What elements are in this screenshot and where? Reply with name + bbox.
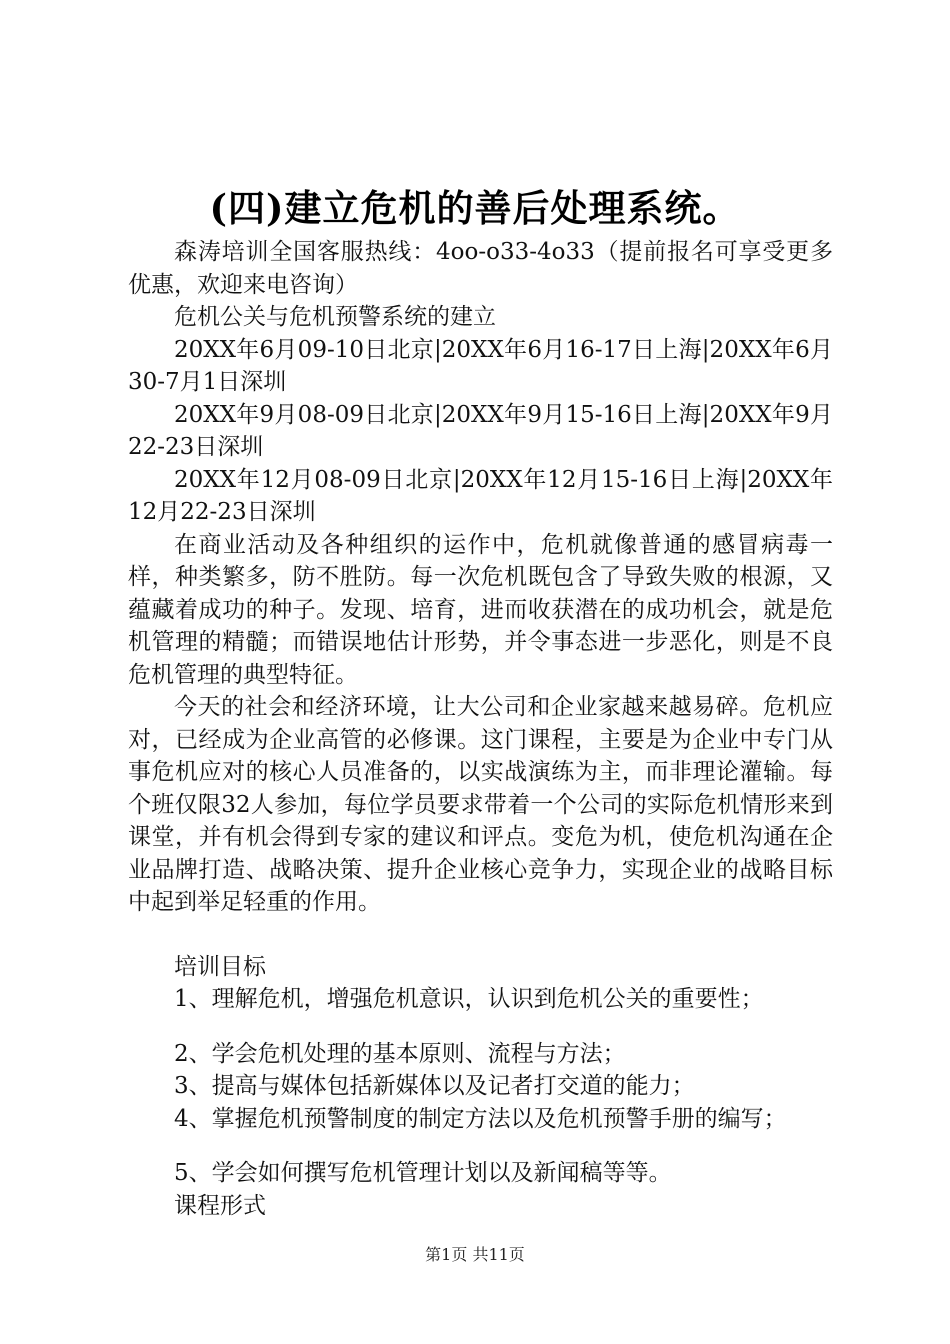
course-description-paragraph: 今天的社会和经济环境，让大公司和企业家越来越易碎。危机应对，已经成为企业高管的必修课。这门课程，主要是为企业中专门从事危机应对的核心人员准备的，以实战演练为主，而非理论灌输。每个班仅限32人参加，每位学员要求带着一个公司的实际危机情形来到课堂，并有机会得到专家的建议和评点。变危为机，使危机沟通在企业品牌打造、战略决策、提升企业核心竞争力，实现企业的战略目标中起到举足轻重的作用。 [128,694,833,915]
spacer [128,1016,833,1038]
document-body [128,236,833,1222]
course-name: 危机公关与危机预警系统的建立 [174,304,496,330]
spacer [128,919,833,951]
schedule-september: 20XX年9月08-09日北京|20XX年9月15-16日上海|20XX年9月22-23日深圳 [128,401,833,460]
format-heading: 课程形式 [174,1192,266,1219]
goals-heading: 培训目标 [174,953,266,980]
goal-item: 3、提高与媒体包括新媒体以及记者打交道的能力； [174,1073,695,1099]
goal-item: 5、学会如何撰写危机管理计划以及新闻稿等等。 [174,1160,672,1186]
intro-paragraph: 在商业活动及各种组织的运作中，危机就像普通的感冒病毒一样，种类繁多，防不胜防。每一次危机既包含了导致失败的根源，又蕴藏着成功的种子。发现、培育，进而收获潜在的成功机会，就是危机管理的精髓；而错误地估计形势，并令事态进一步恶化，则是不良危机管理的典型特征。 [128,531,833,688]
goal-item: 1、理解危机，增强危机意识，认识到危机公关的重要性； [174,986,764,1012]
schedule-june: 20XX年6月09-10日北京|20XX年6月16-17日上海|20XX年6月30-7月1日深圳 [128,336,833,395]
goal-item: 2、学会危机处理的基本原则、流程与方法； [174,1040,626,1067]
page-indicator: 第1页 共11页 [425,1245,525,1264]
schedule-december: 20XX年12月08-09日北京|20XX年12月15-16日上海|20XX年12月22-23日深圳 [128,466,833,525]
hotline-paragraph: 森涛培训全国客服热线：4oo-o33-4o33（提前报名可享受更多优惠，欢迎来电咨询） [128,239,833,298]
goal-item: 4、掌握危机预警制度的制定方法以及危机预警手册的编写； [174,1105,787,1132]
spacer [128,1135,833,1157]
document-title: (四)建立危机的善后处理系统。 [209,186,741,230]
